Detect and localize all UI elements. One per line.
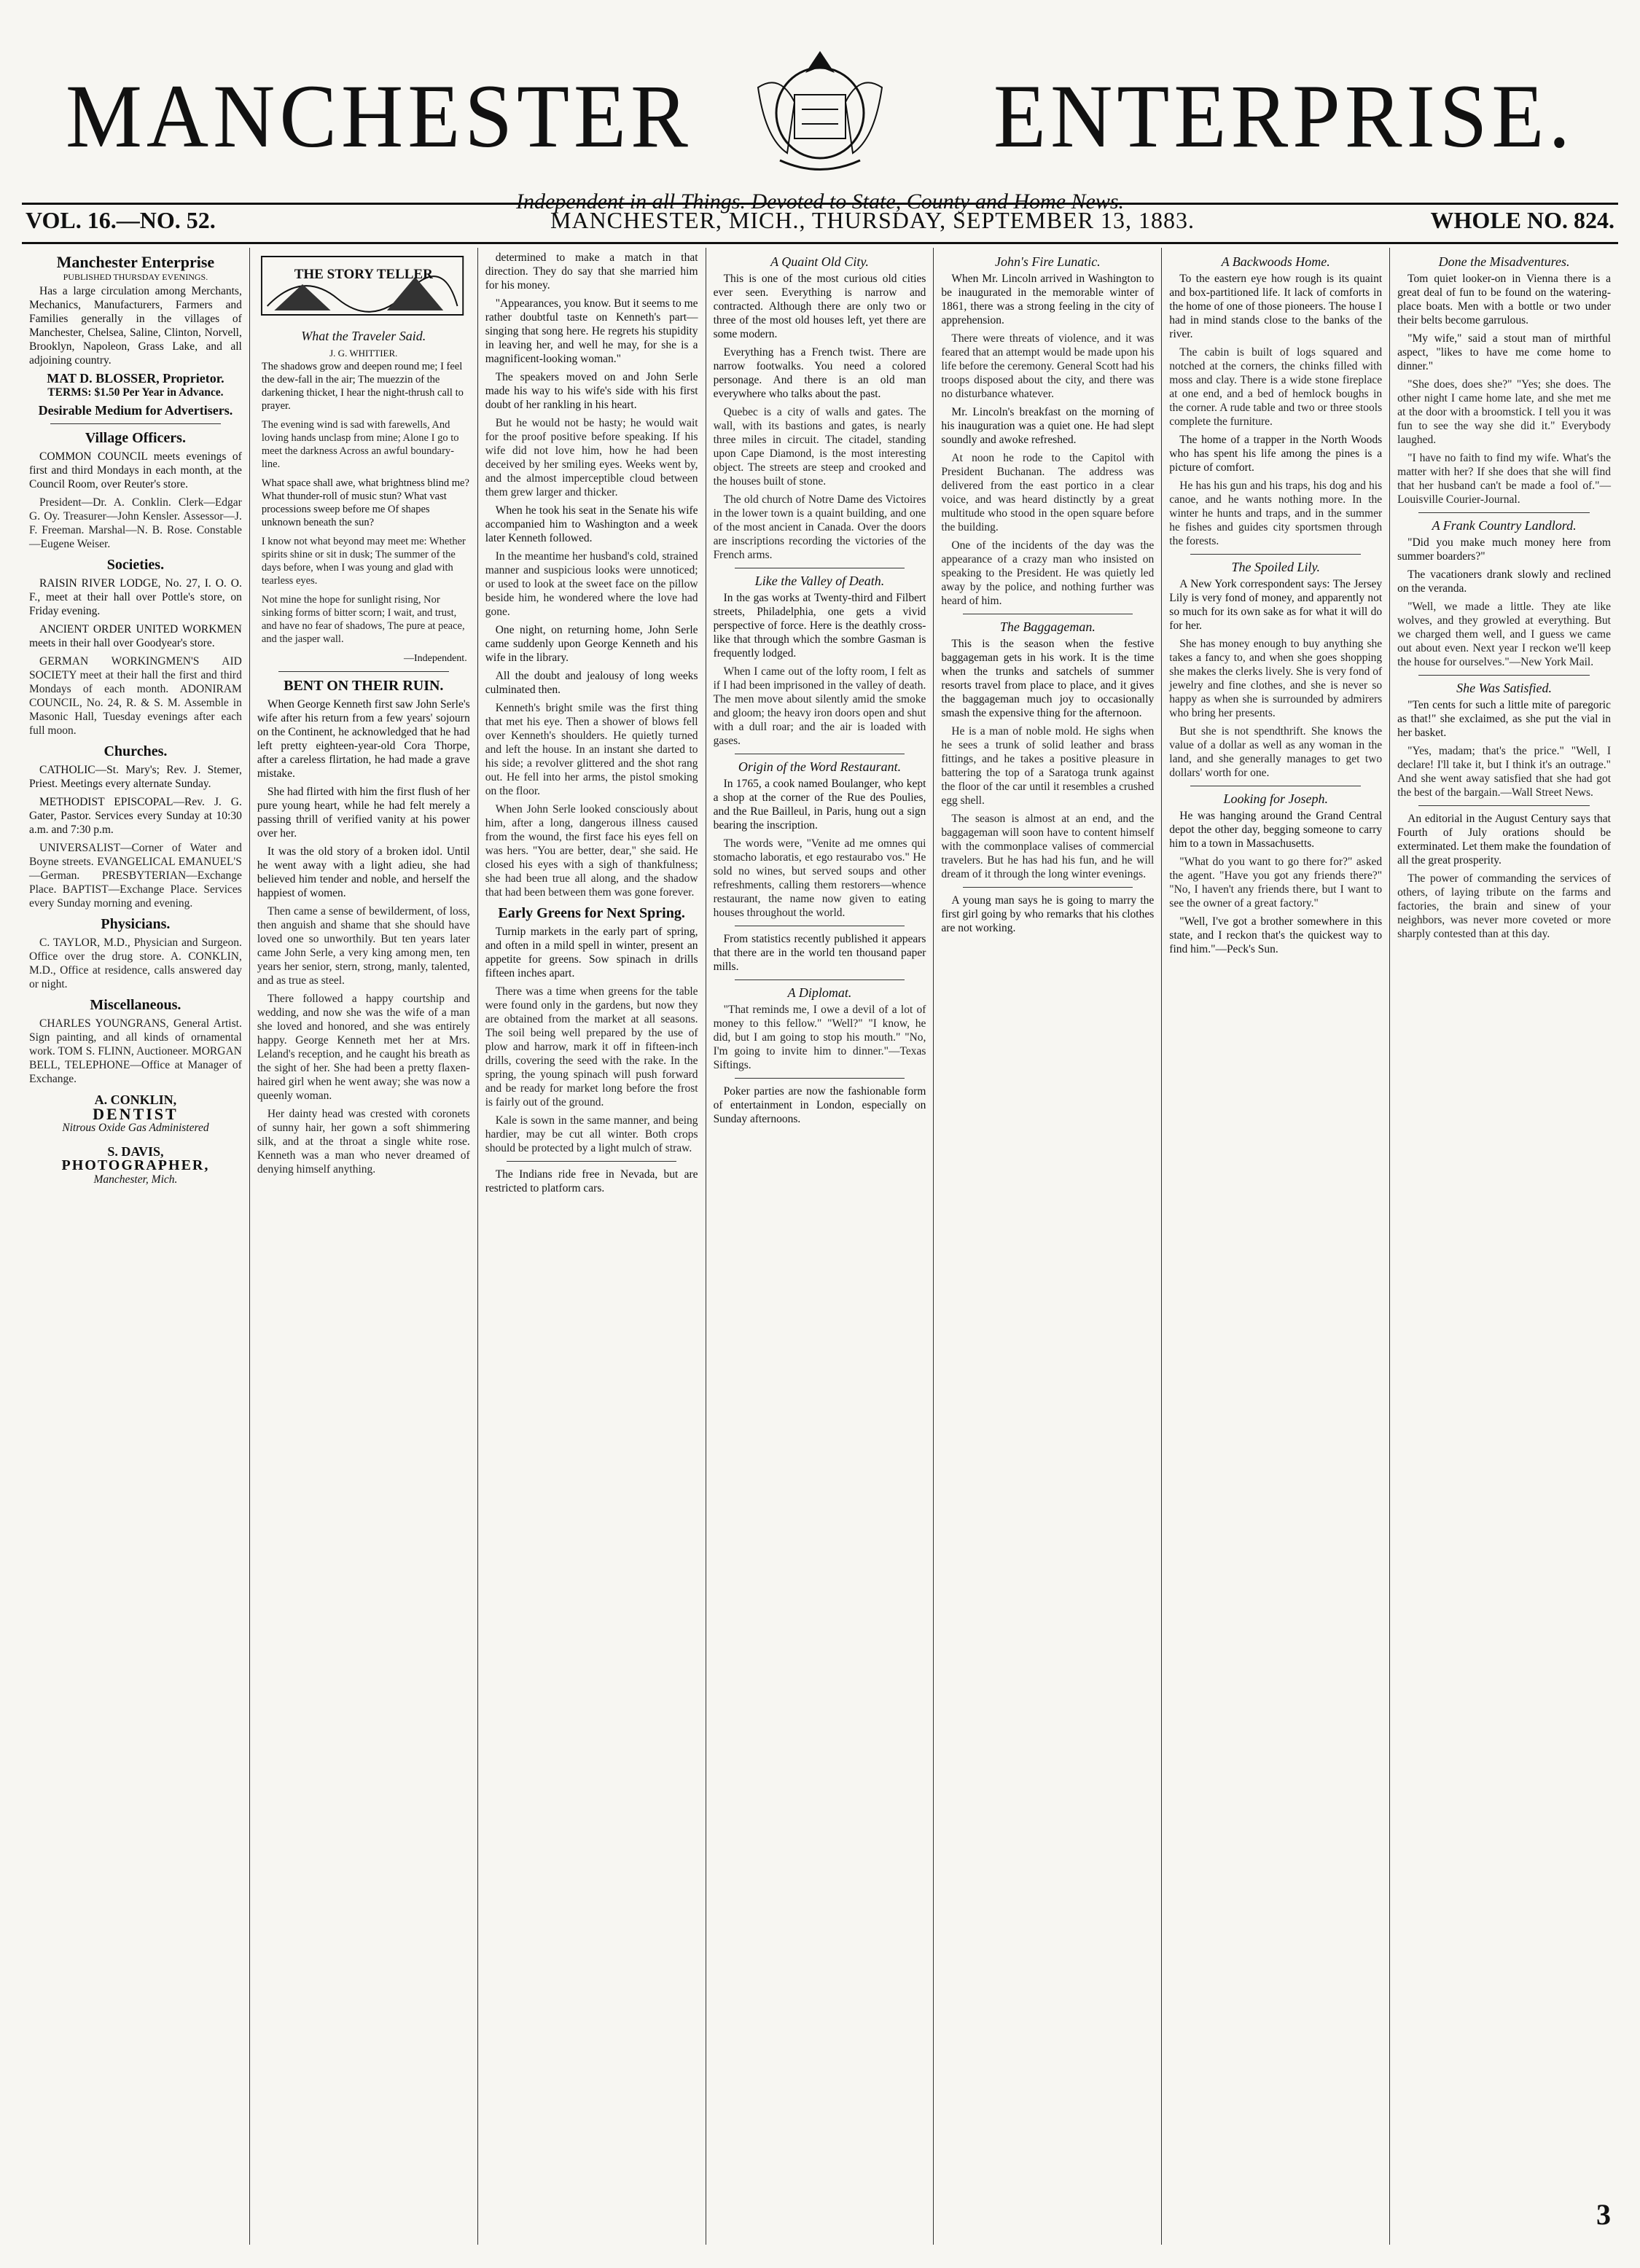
methodist-notice: METHODIST EPISCOPAL—Rev. J. G. Gater, Pastor. Services every Sunday at 10:30 a.m. and 7:30 p.m.	[29, 796, 242, 836]
masthead	[66, 44, 1574, 214]
article-paragraph: The season is almost at an end, and the baggageman will soon have to content himself with the commonplace valises of commercial travelers. But he has had his fun, and he will dream of it through the long winter evenings.	[941, 813, 1155, 880]
dentist-note: Nitrous Oxide Gas Administered	[62, 1122, 209, 1134]
article-heading: Early Greens for Next Spring.	[498, 905, 685, 921]
column-4	[706, 248, 934, 2245]
article-heading: Done the Misadventures.	[1438, 254, 1570, 269]
article-heading: A Diplomat.	[787, 985, 852, 1000]
tagline: Independent in all Things. Devoted to State, County and Home News.	[515, 189, 1125, 214]
article-paragraph: Tom quiet looker-on in Vienna there is a great deal of fun to be found on the watering-place boats. Men with a bottle or two under their belts become garrulous.	[1397, 273, 1611, 326]
article-paragraph: In the gas works at Twenty-third and Filbert streets, Philadelphia, one gets a vivid perspective of force. Here is the deathly cross-like that through which the sombre Gasman is frequently lodged.	[713, 592, 926, 660]
masthead-title-right: ENTERPRISE.	[993, 66, 1574, 167]
article-paragraph: He was hanging around the Grand Central depot the other day, begging someone to carry him to a town in Massachusetts.	[1169, 810, 1383, 850]
poem-stanza: What space shall awe, what brightness blind me? What thunder-roll of music stun? What vast processions sweep before me Of shapes unknown beneath the sun?	[261, 477, 469, 528]
poem-stanza: I know not what beyond may meet me: Whether spirits shine or sit in dusk; The summer of the days before, when I was young and glad with tearless eyes.	[261, 536, 466, 587]
article-heading: She Was Satisfied.	[1456, 681, 1552, 695]
story-paragraph: Kenneth's bright smile was the first thing that met his eye. Then a shower of blows fell over Kenneth's shoulders. He quietly turned and left the house. In an instant she darted to his side; a revolver glittered and the shot rang out. He fell into her arms, the pistol smoking on the floor.	[485, 702, 698, 797]
masthead-title-left: MANCHESTER	[66, 66, 692, 167]
volume-number: VOL. 16.—NO. 52.	[26, 207, 216, 233]
article-heading: Looking for Joseph.	[1223, 791, 1328, 806]
churches-heading: Churches.	[104, 743, 168, 759]
column-5	[934, 248, 1162, 2245]
story-paragraph: She had flirted with him the first flush of her pure young heart, while he had felt merely a passing thrill of verified vanity at his power over her.	[257, 786, 470, 840]
article-paragraph: One of the incidents of the day was the appearance of a crazy man who insisted on speaking to the President. He was quietly led away by the police, and nothing further was heard of him.	[941, 539, 1155, 607]
divider	[507, 1161, 677, 1162]
story-title: BENT ON THEIR RUIN.	[284, 678, 444, 694]
miscellaneous-heading: Miscellaneous.	[90, 997, 181, 1013]
article-heading: A Quaint Old City.	[770, 254, 869, 269]
story-paragraph: It was the old story of a broken idol. Until he went away with a light adieu, she had believed him tender and noble, and herself the happiest of women.	[257, 845, 470, 899]
story-paragraph: When George Kenneth first saw John Serle's wife after his return from a few years' sojourn on the Continent, he acknowledged that he had left pretty eighteen-year-old Cora Thorpe, after a careless flirtation, he had made a grave mistake.	[257, 698, 470, 780]
article-paragraph: Everything has a French twist. There are narrow footwalks. You need a colored personage. And there is an old man everywhere who talks about the past.	[713, 346, 926, 400]
article-paragraph: To the eastern eye how rough is its quaint and box-partitioned life. It lack of comforts in the home of one of those pioneers. The house I had in mind stands close to the banks of the river.	[1169, 273, 1383, 340]
story-paragraph: Then came a sense of bewilderment, of loss, then anguish and shame that she should have loved one so unworthily. But ten years later came John Serle, a very king among men, ten years her senior, stern, strong, manly, talented, and as true as steel.	[257, 905, 470, 987]
article-paragraph: A New York correspondent says: The Jersey Lily is very fond of money, and apparently not so much for its own sake as for what it will do for her.	[1169, 578, 1383, 632]
lodge-notice: RAISIN RIVER LODGE, No. 27, I. O. O. F., meet at their hall over Pottle's store, on Friday evening.	[29, 577, 242, 617]
article-paragraph: The power of commanding the services of others, of laying tribute on the farms and factories, the brain and sinew of your neighbors, was never more coveted or more sharply contested than at this day.	[1397, 872, 1611, 940]
poem-source: —Independent.	[404, 653, 467, 664]
story-paragraph: One night, on returning home, John Serle came suddenly upon George Kenneth and his wife in the library.	[485, 624, 698, 664]
divider	[963, 887, 1133, 888]
divider	[735, 979, 905, 980]
article-heading: John's Fire Lunatic.	[995, 254, 1101, 269]
article-paragraph: The home of a trapper in the North Woods who has spent his life among the pines is a picture of comfort.	[1169, 434, 1383, 474]
article-paragraph: But she is not spendthrift. She knows the value of a dollar as well as any woman in the land, and she generally manages to get two dollars' worth for one.	[1169, 725, 1383, 779]
subscription-terms: TERMS: $1.50 Per Year in Advance.	[47, 386, 224, 399]
divider	[1190, 554, 1361, 555]
article-paragraph: When I came out of the lofty room, I felt as if I had been imprisoned in the valley of death. The men move about silently amid the smoke and gloom; the heavy iron doors open and shut with a dull roar; and the air is loaded with gases.	[713, 665, 926, 747]
story-paragraph: "Appearances, you know. But it seems to me rather doubtful taste on Kenneth's part—singing that song here. He regrets his stupidity in leaving her, and well he may, for she is a magnificent-looking woman."	[485, 297, 698, 365]
article-paragraph: Quebec is a city of walls and gates. The wall, with its bastions and gates, is nearly three miles in circuit. The citadel, standing upon Cape Diamond, is the most interesting object. The streets are steep and crooked and the houses built of stone.	[713, 406, 926, 488]
column-7	[1390, 248, 1618, 2245]
article-paragraph: He is a man of noble mold. He sighs when he sees a trunk of solid leather and brass fittings, and he takes a positive pleasure in battering the top of a Saratoga trunk against the floor of the car until it resembles a crushed egg shell.	[941, 725, 1155, 807]
council-notice: COMMON COUNCIL meets evenings of first and third Mondays in each month, at the Council Room, over Reuter's store.	[29, 450, 242, 490]
column-1	[22, 248, 250, 2245]
article-paragraph: Mr. Lincoln's breakfast on the morning of his inauguration was a quiet one. He had slept soundly and awoke refreshed.	[941, 406, 1155, 446]
article-paragraph: In 1765, a cook named Boulanger, who kept a shop at the corner of the Rue des Poulies, and the Rue Bailleul, in Paris, hung out a sign bearing the inscription.	[713, 778, 926, 832]
article-paragraph: "My wife," said a stout man of mirthful aspect, "likes to have me come home to dinner."	[1397, 332, 1611, 372]
article-paragraph: Kale is sown in the same manner, and being hardier, may be cut all winter. Both crops should be protected by a light mulch of straw.	[485, 1114, 698, 1154]
photographer-town: Manchester, Mich.	[93, 1173, 178, 1186]
filler-text: GERMAN WORKINGMEN'S AID SOCIETY meet at their hall the first and third Mondays of each month. ADONIRAM COUNCIL, No. 24, R. & S. M. Assemble in Masonic Hall, Tuesday evenings after each full moon.	[29, 655, 242, 737]
dateline-rule-bottom	[22, 242, 1618, 244]
photographer-heading: PHOTOGRAPHER,	[61, 1157, 210, 1173]
article-paragraph: This is the season when the festive baggageman gets in his work. It is the time when the trunks and satchels of summer resorts travel from place to place, and it gives the baggageman much joy to occasionally smash the expensive thing for the afternoon.	[941, 638, 1155, 719]
story-paragraph: All the doubt and jealousy of long weeks culminated then.	[485, 670, 698, 696]
divider	[1418, 805, 1589, 806]
filler-text: President—Dr. A. Conklin. Clerk—Edgar G. Oy. Treasurer—John Kensler. Assessor—J. F. Freeman. Marshal—N. B. Rose. Constable—Eugene Weiser.	[29, 496, 242, 550]
village-officers-heading: Village Officers.	[85, 430, 186, 446]
article-paragraph: The cabin is built of logs squared and notched at the corners, the chinks filled with moss and clay. There is a wide stone fireplace at one end, and a bed of hemlock boughs in the corner. A rude table and two or three stools complete the furniture.	[1169, 346, 1383, 428]
article-paragraph: There was a time when greens for the table were found only in the gardens, but now they are obtained from the market at all seasons. The soil being well prepared by the use of plow and harrow, mark it off in fifteen-inch drills, covering the seed with the rake. In the spring, the young spinach will push forward and be ready for market long before the frost is fairly out of the ground.	[485, 985, 698, 1108]
paper-name: Manchester Enterprise	[56, 253, 215, 271]
article-paragraph: He has his gun and his traps, his dog and his canoe, and he wants nothing more. In the winter he hunts and traps, and in the summer he fishes and guides city sportsmen through the forests.	[1169, 480, 1383, 547]
poem-stanza: The shadows grow and deepen round me; I feel the dew-fall in the air; The muezzin of the darkening thicket, I hear the night-thrush call to prayer.	[261, 361, 464, 412]
story-paragraph: The speakers moved on and John Serle made his way to his wife's side with his first doubt of her rankling in his heart.	[485, 371, 698, 411]
physicians-heading: Physicians.	[101, 916, 171, 932]
article-paragraph: "Did you make much money here from summer boarders?"	[1397, 536, 1611, 563]
divider	[1418, 675, 1589, 676]
story-paragraph: When John Serle looked consciously about him, after a long, dangerous illness caused from the wound, the first face his eyes fell on was hers. "You are better, dear," she said. He closed his eyes with a sigh of thankfulness; she had been true all along, and the shadow that had been between them was gone forever.	[485, 803, 698, 899]
poem	[257, 360, 470, 646]
proprietor: MAT D. BLOSSER, Proprietor.	[47, 371, 224, 386]
poem-stanza: The evening wind is sad with farewells, And loving hands unclasp from mine; Alone I go to meet the darkness Across an awful boundary-line.	[261, 419, 459, 470]
article-paragraph: "Well, we made a little. They ate like wolves, and they growled at everything. But we charged them well, and I guess we came out about even. Next year I reckon we'll keep the house for ourselves."—New York Mail.	[1397, 601, 1611, 668]
filler-text: C. TAYLOR, M.D., Physician and Surgeon. Office over the drug store. A. CONKLIN, M.D., Office at residence, calls answered day or night.	[29, 936, 242, 990]
article-paragraph: A young man says he is going to marry the first girl going by who remarks that his clothes are not working.	[941, 894, 1155, 934]
story-paragraph: There followed a happy courtship and wedding, and now she was the wife of a man she loved and honored, and she was entirely happy. George Kenneth met her at Mrs. Leland's reception, and he caught his breath as the sight of her. She had been a pretty flaxen-haired girl when he went away; she was now a queenly woman.	[257, 993, 470, 1102]
column-3	[478, 248, 706, 2245]
published-note: PUBLISHED THURSDAY EVENINGS.	[63, 272, 208, 282]
article-paragraph: "Ten cents for such a little mite of paregoric as that!" she exclaimed, as she put the vial in her basket.	[1397, 699, 1611, 739]
circulation-text: Has a large circulation among Merchants, Mechanics, Manufacturers, Farmers and Families generally in the villages of Manchester, Chelsea, Saline, Clinton, Norvell, Brooklyn, Napoleon, Grass Lake, and all adjoining country.	[29, 285, 242, 367]
ad-medium: Desirable Medium for Advertisers.	[38, 403, 233, 418]
article-paragraph: "What do you want to go there for?" asked the agent. "Have you got any friends there?" "No, I haven't any friends there, but I want to see the owner of a great factory."	[1169, 856, 1383, 910]
story-teller-banner-text: THE STORY TELLER	[294, 267, 433, 282]
article-heading: A Frank Country Landlord.	[1432, 518, 1577, 533]
article-heading: The Baggageman.	[999, 619, 1096, 634]
article-paragraph: "Yes, madam; that's the price." "Well, I declare! I'll take it, but I think it's an outrage." And she went away satisfied that she had got the best of the bargain.—Wall Street News.	[1397, 745, 1611, 799]
article-paragraph: "I have no faith to find my wife. What's the matter with her? If she does that she will find that her husband can't be made a fool of."—Louisville Courier-Journal.	[1397, 452, 1611, 506]
divider	[278, 671, 449, 672]
column-6	[1162, 248, 1390, 2245]
filler-text: CHARLES YOUNGRANS, General Artist. Sign painting, and all kinds of ornamental work. TOM S. FLINN, Auctioneer. MORGAN BELL, TELEPHONE—Office at Manager of Exchange.	[29, 1017, 242, 1085]
filler-text: UNIVERSALIST—Corner of Water and Boyne streets. EVANGELICAL EMANUEL'S—German. PRESBYTERIAN—Exchange Place. BAPTIST—Exchange Place. Services every Sunday morning and evening.	[29, 842, 242, 910]
article-paragraph: The vacationers drank slowly and reclined on the veranda.	[1397, 568, 1611, 595]
column-2	[250, 248, 478, 2245]
dateline-rule-top	[22, 203, 1618, 205]
societies-heading: Societies.	[106, 557, 165, 573]
dentist-heading: DENTIST	[93, 1105, 179, 1123]
divider	[735, 1078, 905, 1079]
divider	[1418, 512, 1589, 513]
poem-stanza: Not mine the hope for sunlight rising, Nor sinking forms of bitter scorn; I wait, and trust, and have no fear of shadows, The pure at peace, and the jasper wall.	[261, 594, 465, 645]
story-paragraph: determined to make a match in that direction. They do say that she married him for his money.	[485, 251, 698, 292]
issue-date: MANCHESTER, MICH., THURSDAY, SEPTEMBER 13, 1883.	[550, 207, 1195, 233]
article-paragraph: "She does, does she?" "Yes; she does. The other night I came home late, and she met me at the door with a broomstick. I tell you it was fun to see the way she did it." Everybody laughed.	[1397, 378, 1611, 446]
story-paragraph: But he would not be hasty; he would wait for the proof positive before speaking. If his wife did not love him, how he had been deceived by her smiling eyes. Weeks went by, and the almost imperceptible cloud between them grew larger and thicker.	[485, 417, 698, 498]
photographer-name: S. DAVIS,	[107, 1144, 164, 1159]
article-columns	[22, 248, 1618, 2245]
article-paragraph: From statistics recently published it appears that there are in the world ten thousand paper mills.	[713, 933, 926, 973]
workmen-notice: ANCIENT ORDER UNITED WORKMEN meets in their hall over Goodyear's store.	[29, 623, 242, 649]
story-paragraph: Her dainty head was crested with coronets of sunny hair, her gown a soft shimmering silk, and at the throat a single white rose. Kenneth was a man who never dreamed of denying himself anything.	[257, 1108, 470, 1176]
article-heading: The Spoiled Lily.	[1231, 560, 1320, 574]
article-paragraph: "That reminds me, I owe a devil of a lot of money to this fellow." "Well?" "I know, he did, but I am going to stop his mouth." "No, I'm going to invite him to dinner."—Texas Siftings.	[713, 1004, 926, 1071]
article-paragraph: When Mr. Lincoln arrived in Washington to be inaugurated in the memorable winter of 1861, there was a strong feeling in the city of apprehension.	[941, 273, 1155, 326]
article-paragraph: She has money enough to buy anything she takes a fancy to, and when she goes shopping she makes the clerks lively. She is very fond of jewelry and fine clothes, and she is never so happy as when she is surrounded by admirers who bring her presents.	[1169, 638, 1383, 719]
article-paragraph: At noon he rode to the Capitol with President Buchanan. The address was delivered from the east portico in a clear voice, and was heard distinctly by a great multitude who stood in the open square before the building.	[941, 452, 1155, 533]
article-paragraph: Poker parties are now the fashionable form of entertainment in London, especially on Sunday afternoons.	[713, 1085, 926, 1125]
article-paragraph: "Well, I've got a brother somewhere in this state, and I reckon that's the quickest way to find him."—Peck's Sun.	[1169, 915, 1383, 955]
story-paragraph: In the meantime her husband's cold, strained manner and suspicious looks were unnoticed; or used to look at the sweet face on the pillow beside him, he wondered where the love had gone.	[485, 550, 698, 618]
poem-title: What the Traveler Said.	[301, 329, 426, 343]
article-heading: Origin of the Word Restaurant.	[738, 759, 902, 774]
article-paragraph: There were threats of violence, and it was feared that an attempt would be made upon his life before the ceremony. General Scott had his troops disposed about the city, and there was no disturbance whatever.	[941, 332, 1155, 400]
article-paragraph: An editorial in the August Century says that Fourth of July orations should be exterminated. Let them make the foundation of all the great prosperity.	[1397, 813, 1611, 867]
article-paragraph: The words were, "Venite ad me omnes qui stomacho laboratis, et ego restaurabo vos." He sold no wines, but served soups and other refreshments, calling them restorers—whence restaurant, the name now given to eating houses throughout the world.	[713, 837, 926, 919]
article-heading: A Backwoods Home.	[1221, 254, 1330, 269]
whole-number: WHOLE NO. 824.	[1430, 207, 1614, 233]
poem-author: J. G. WHITTIER.	[329, 348, 398, 359]
article-paragraph: This is one of the most curious old cities ever seen. Everything is narrow and contracted. Although there are only two or three of the most old houses left, yet there are some modern.	[713, 273, 926, 340]
story-teller-banner-icon	[260, 255, 464, 316]
state-seal-icon	[736, 44, 904, 175]
dentist-name: A. CONKLIN,	[94, 1092, 177, 1107]
article-paragraph: Turnip markets in the early part of spring, and often in a mild spell in winter, present an appetite for greens. Sow spinach in drills fifteen inches apart.	[485, 926, 698, 979]
story-paragraph: When he took his seat in the Senate his wife accompanied him to Washington and a week later Kenneth followed.	[485, 504, 698, 544]
article-paragraph: The old church of Notre Dame des Victoires in the lower town is a quaint building, and one of the most ancient in Canada. Over the doors are inscriptions recording the victories of the French arms.	[713, 493, 926, 561]
page-number: 3	[1596, 2198, 1611, 2231]
catholic-notice: CATHOLIC—St. Mary's; Rev. J. Stemer, Priest. Meetings every alternate Sunday.	[29, 764, 242, 790]
article-heading: Like the Valley of Death.	[754, 574, 885, 588]
divider	[50, 423, 221, 424]
article-paragraph: The Indians ride free in Nevada, but are restricted to platform cars.	[485, 1168, 698, 1194]
dateline	[26, 207, 1614, 239]
